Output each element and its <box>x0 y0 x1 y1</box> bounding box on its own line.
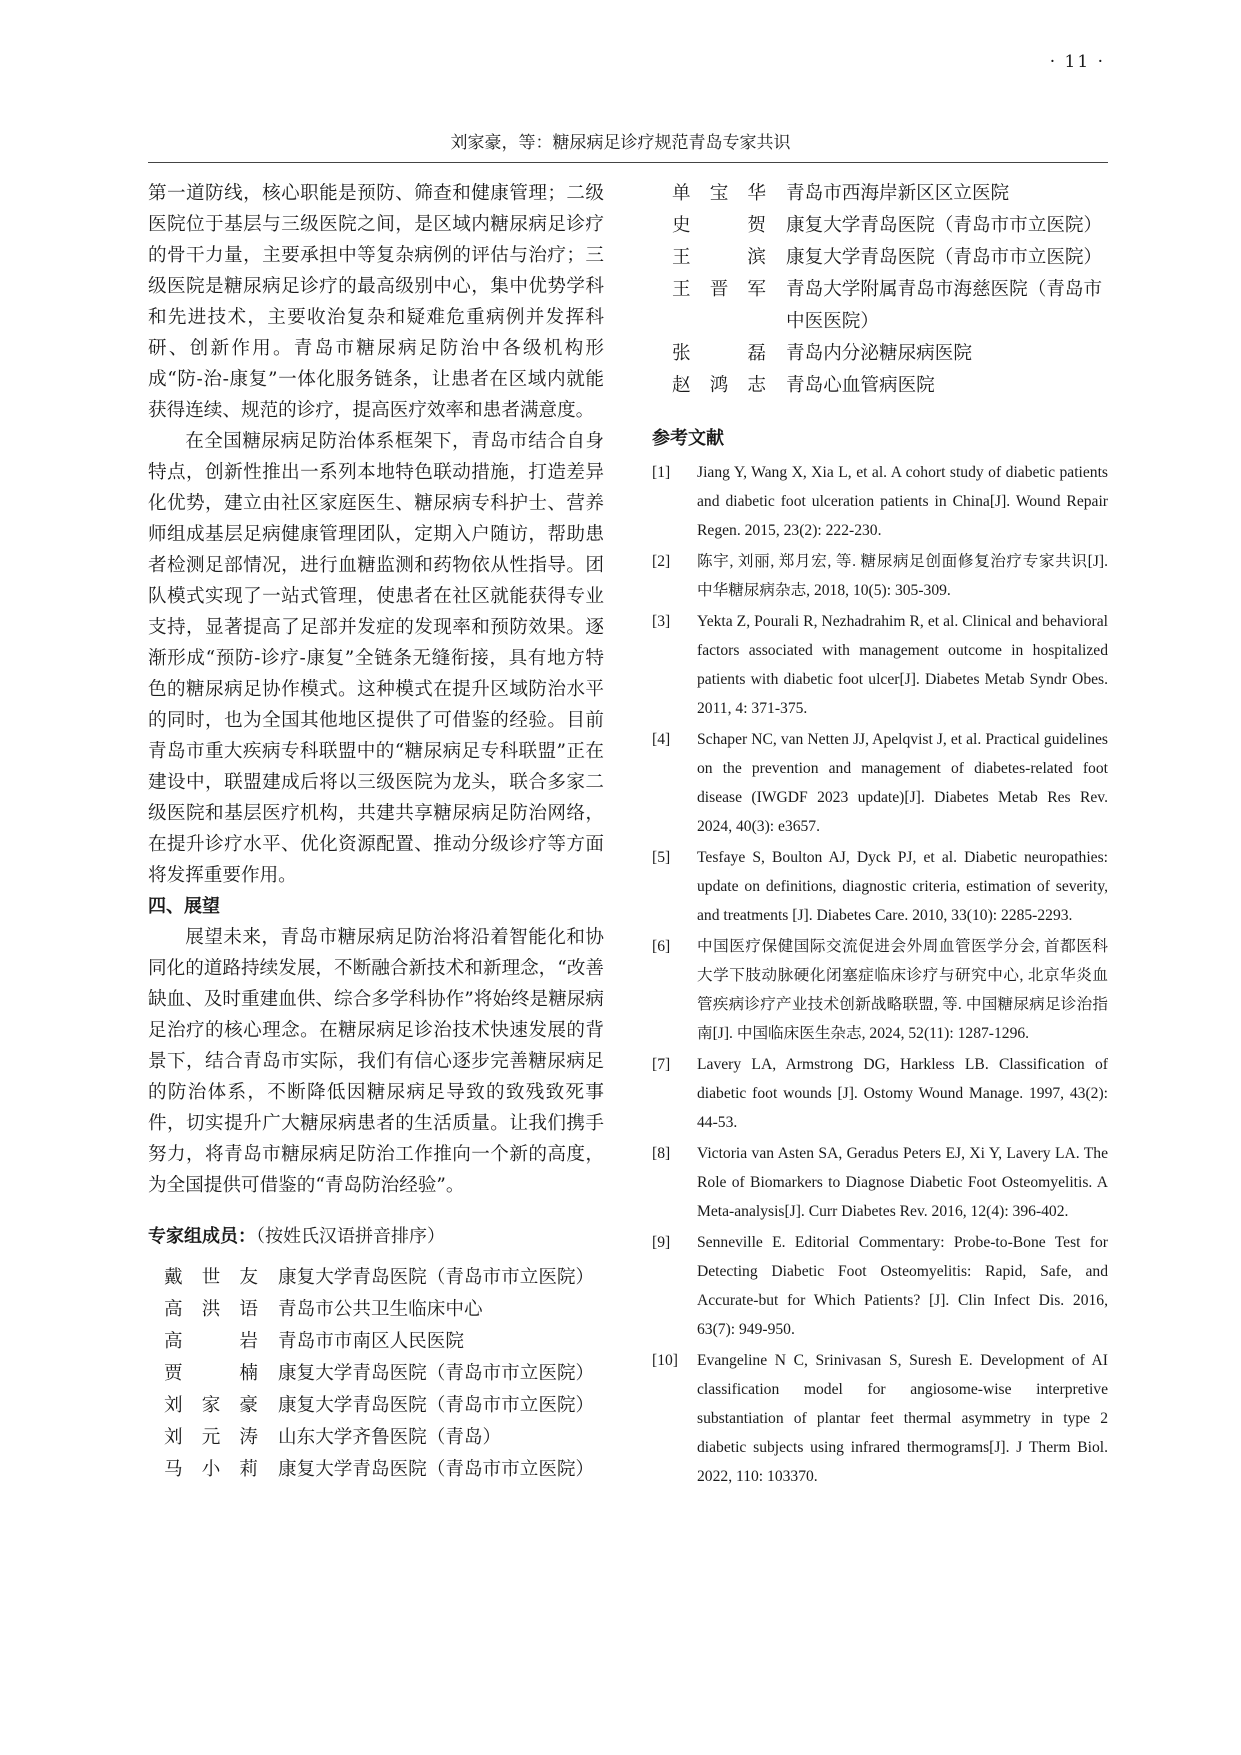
reference-text: Lavery LA, Armstrong DG, Harkless LB. Classification of diabetic foot wounds [J]. Ostomy Wound Manage. 1997, 43(2): 44-53. <box>697 1056 1108 1131</box>
member-affiliation: 康复大学青岛医院（青岛市市立医院） <box>786 247 1103 268</box>
reference-number: [7] <box>652 1056 671 1073</box>
reference-item <box>652 725 1108 841</box>
reference-text: Yekta Z, Pourali R, Nezhadrahim R, et al. Clinical and behavioral factors associated with management outcome in hospitalized patients with diabetic foot ulcer[J]. Diabetes Metab Syndr Obes. 2011, 4: 371-375. <box>697 613 1108 717</box>
member-list <box>148 1262 604 1486</box>
member-affiliation: 康复大学青岛医院（青岛市市立医院） <box>278 1459 595 1480</box>
member-name: 单宝华 <box>672 183 766 204</box>
reference-item <box>652 1346 1108 1491</box>
reference-text: Victoria van Asten SA, Geradus Peters EJ, Xi Y, Lavery LA. The Role of Biomarkers to Diagnose Diabetic Foot Osteomyelitis. A Meta-analysis[J]. Curr Diabetes Rev. 2016, 12(4): 396-402. <box>697 1145 1108 1220</box>
reference-number: [10] <box>652 1352 678 1369</box>
member-name: 赵鸿志 <box>672 375 766 396</box>
member-affiliation: 青岛市西海岸新区区立医院 <box>786 183 1010 204</box>
member-affiliation: 康复大学青岛医院（青岛市市立医院） <box>278 1395 595 1416</box>
member-item <box>672 274 1108 338</box>
member-item <box>164 1358 604 1390</box>
member-item <box>164 1262 604 1294</box>
body-paragraph: 在全国糖尿病足防治体系框架下，青岛市结合自身特点，创新性推出一系列本地特色联动措施，打造差异化优势，建立由社区家庭医生、糖尿病专科护士、营养师组成基层足病健康管理团队，定期入户随访，帮助患者检测足部情况，进行血糖监测和药物依从性指导。团队模式实现了一站式管理，使患者在社区就能获得专业支持，显著提高了足部并发症的发现率和预防效果。逐渐形成“预防-诊疗-康复”全链条无缝衔接，具有地方特色的糖尿病足协作模式。这种模式在提升区域防治水平的同时，也为全国其他地区提供了可借鉴的经验。目前青岛市重大疾病专科联盟中的“糖尿病足专科联盟”正在建设中，联盟建成后将以三级医院为龙头，联合多家二级医院和基层医疗机构，共建共享糖尿病足防治网络，在提升诊疗水平、优化资源配置、推动分级诊疗等方面将发挥重要作用。 <box>148 431 604 886</box>
reference-number: [5] <box>652 849 671 866</box>
running-header: 刘家豪，等：糖尿病足诊疗规范青岛专家共识 <box>450 133 791 153</box>
page-number: · 11 · <box>1049 52 1105 72</box>
member-affiliation: 山东大学齐鲁医院（青岛） <box>278 1427 502 1448</box>
member-list <box>652 178 1108 402</box>
reference-item <box>652 1139 1108 1226</box>
reference-text: Evangeline N C, Srinivasan S, Suresh E. Development of AI classification model for angiosome-wise interpretive substantiation of plantar feet thermal asymmetry in type 2 diabetic subjects using infrared thermograms[J]. J Therm Biol. 2022, 110: 103370. <box>697 1352 1108 1485</box>
reference-number: [2] <box>652 553 671 570</box>
member-affiliation: 康复大学青岛医院（青岛市市立医院） <box>278 1363 595 1384</box>
left-column <box>148 178 604 1486</box>
member-affiliation: 青岛内分泌糖尿病医院 <box>786 343 972 364</box>
member-name: 史 贺 <box>672 215 766 236</box>
member-name: 刘家豪 <box>164 1395 258 1416</box>
reference-list <box>652 458 1108 1491</box>
member-name: 刘元涛 <box>164 1427 258 1448</box>
member-item <box>164 1326 604 1358</box>
member-name: 高洪语 <box>164 1299 258 1320</box>
member-name: 马小莉 <box>164 1459 258 1480</box>
member-affiliation: 康复大学青岛医院（青岛市市立医院） <box>278 1267 595 1288</box>
experts-heading <box>148 1221 604 1252</box>
member-affiliation: 青岛市市南区人民医院 <box>278 1331 464 1352</box>
reference-text: 中国医疗保健国际交流促进会外周血管医学分会, 首都医科大学下肢动脉硬化闭塞症临床诊疗与研究中心, 北京华炎血管疾病诊疗产业技术创新战略联盟, 等. 中国糖尿病足诊治指南[J]. 中国临床医生杂志, 2024, 52(11): 1287-1296. <box>697 938 1108 1042</box>
reference-item <box>652 458 1108 545</box>
reference-number: [6] <box>652 938 671 955</box>
reference-item <box>652 607 1108 723</box>
reference-item <box>652 932 1108 1048</box>
member-name: 戴世友 <box>164 1267 258 1288</box>
member-name: 贾 楠 <box>164 1363 258 1384</box>
member-item <box>164 1294 604 1326</box>
member-item <box>672 210 1108 242</box>
references-heading: 参考文献 <box>652 428 724 449</box>
reference-number: [1] <box>652 464 671 481</box>
member-name: 王晋军 <box>672 279 766 300</box>
reference-number: [4] <box>652 731 671 748</box>
body-paragraph: 第一道防线，核心职能是预防、筛查和健康管理；二级医院位于基层与三级医院之间，是区域内糖尿病足诊疗的骨干力量，主要承担中等复杂病例的评估与治疗；三级医院是糖尿病足诊疗的最高级别中心，集中优势学科和先进技术，主要收治复杂和疑难危重病例并发挥科研、创新作用。青岛市糖尿病足防治中各级机构形成“防-治-康复”一体化服务链条，让患者在区域内就能获得连续、规范的诊疗，提高医疗效率和患者满意度。 <box>148 183 604 421</box>
member-name: 王 滨 <box>672 247 766 268</box>
reference-number: [3] <box>652 613 671 630</box>
experts-heading-label: 专家组成员： <box>148 1226 256 1247</box>
reference-item <box>652 547 1108 605</box>
reference-item <box>652 843 1108 930</box>
member-name: 张 磊 <box>672 343 766 364</box>
member-item <box>672 338 1108 370</box>
member-item <box>672 242 1108 274</box>
reference-text: Jiang Y, Wang X, Xia L, et al. A cohort study of diabetic patients and diabetic foot ulceration patients in China[J]. Wound Repair Regen. 2015, 23(2): 222-230. <box>697 464 1108 539</box>
member-item <box>164 1454 604 1486</box>
experts-heading-note: （按姓氏汉语拼音排序） <box>256 1226 445 1247</box>
member-item <box>164 1390 604 1422</box>
member-item <box>672 178 1108 210</box>
body-paragraph: 展望未来，青岛市糖尿病足防治将沿着智能化和协同化的道路持续发展，不断融合新技术和新理念，“改善缺血、及时重建血供、综合多学科协作”将始终是糖尿病足治疗的核心理念。在糖尿病足诊治技术快速发展的背景下，结合青岛市实际，我们有信心逐步完善糖尿病足的防治体系，不断降低因糖尿病足导致的致残致死事件，切实提升广大糖尿病患者的生活质量。让我们携手努力，将青岛市糖尿病足防治工作推向一个新的高度，为全国提供可借鉴的“青岛防治经验”。 <box>148 927 604 1196</box>
reference-text: Tesfaye S, Boulton AJ, Dyck PJ, et al. Diabetic neuropathies: update on definitions, diagnostic criteria, estimation of severity, and treatments [J]. Diabetes Care. 2010, 33(10): 2285-2293. <box>697 849 1108 924</box>
reference-number: [9] <box>652 1234 671 1251</box>
reference-item <box>652 1228 1108 1344</box>
reference-text: 陈宇, 刘丽, 郑月宏, 等. 糖尿病足创面修复治疗专家共识[J]. 中华糖尿病杂志, 2018, 10(5): 305-309. <box>697 553 1108 599</box>
right-column <box>652 178 1108 1493</box>
member-affiliation: 青岛大学附属青岛市海慈医院（青岛市中医医院） <box>786 279 1103 332</box>
header-rule <box>148 162 1108 163</box>
reference-text: Senneville E. Editorial Commentary: Probe-to-Bone Test for Detecting Diabetic Foot Osteomyelitis: Rapid, Safe, and Accurate-but for Which Patients? [J]. Clin Infect Dis. 2016, 63(7): 949-950. <box>697 1234 1108 1338</box>
member-affiliation: 康复大学青岛医院（青岛市市立医院） <box>786 215 1103 236</box>
reference-number: [8] <box>652 1145 671 1162</box>
member-affiliation: 青岛心血管病医院 <box>786 375 935 396</box>
member-item <box>164 1422 604 1454</box>
reference-item <box>652 1050 1108 1137</box>
member-affiliation: 青岛市公共卫生临床中心 <box>278 1299 483 1320</box>
reference-text: Schaper NC, van Netten JJ, Apelqvist J, et al. Practical guidelines on the prevention and management of diabetes-related foot disease (IWGDF 2023 update)[J]. Diabetes Metab Res Rev. 2024, 40(3): e3657. <box>697 731 1108 835</box>
section-heading: 四、展望 <box>148 896 220 917</box>
member-item <box>672 370 1108 402</box>
member-name: 高 岩 <box>164 1331 258 1352</box>
